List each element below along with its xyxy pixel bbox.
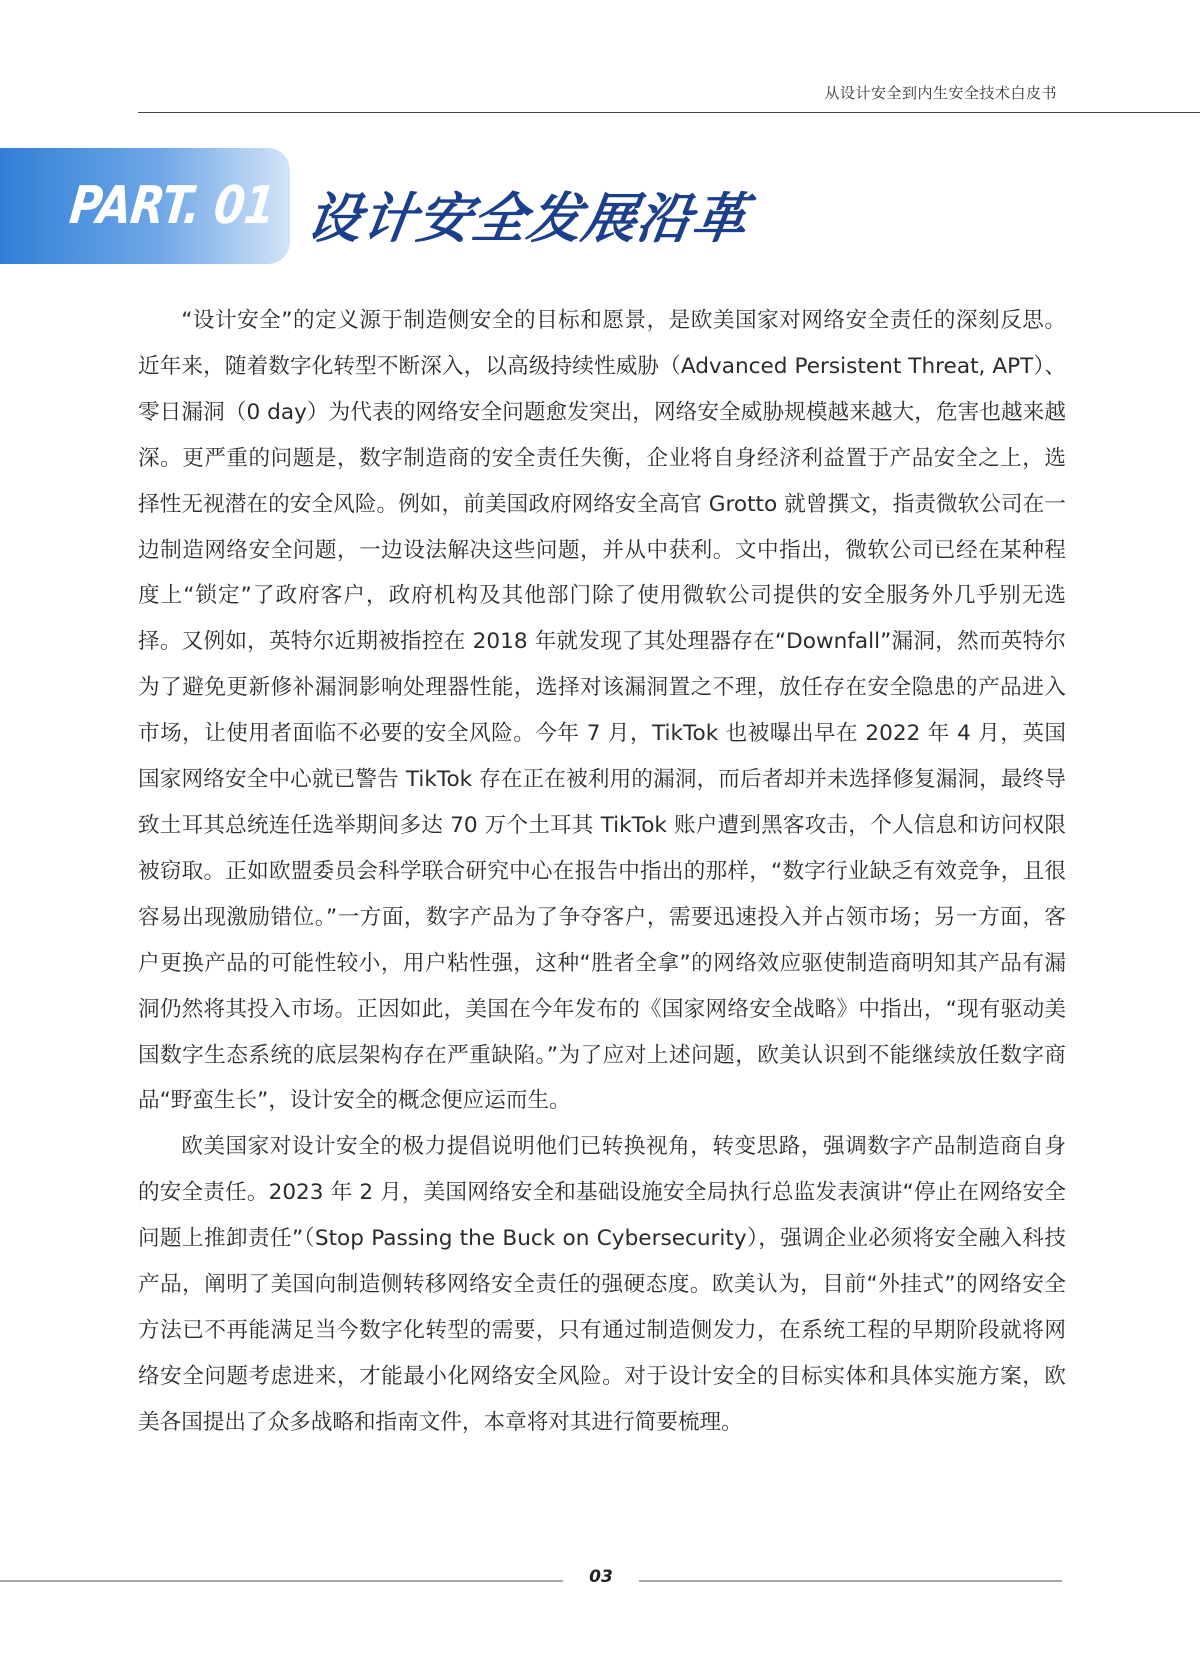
paragraph-2: 欧美国家对设计安全的极力提倡说明他们已转换视角，转变思路，强调数字产品制造商自身的安全责任。2023 年 2 月，美国网络安全和基础设施安全局执行总监发表演讲“停止在网络安全问题上推卸责任”（Stop Passing the Buck on Cybersecurity），强调企业必须将安全融入科技产品，阐明了美国向制造侧转移网络安全责任的强硬态度。欧美认为，目前“外挂式”的网络安全方法已不再能满足当今数字化转型的需要，只有通过制造侧发力，在系统工程的早期阶段就将网络安全问题考虑进来，才能最小化网络安全风险。对于设计安全的目标实体和具体实施方案，欧美各国提出了众多战略和指南文件，本章将对其进行简要梳理。 — [138, 1134, 1066, 1435]
body-text — [138, 298, 1066, 1446]
section-title: 设计安全发展沿革 — [303, 187, 752, 250]
paragraph-1: “设计安全”的定义源于制造侧安全的目标和愿景，是欧美国家对网络安全责任的深刻反思。近年来，随着数字化转型不断深入，以高级持续性威胁（Advanced Persistent Threat, APT）、零日漏洞（0 day）为代表的网络安全问题愈发突出，网络安全威胁规模越来越大，危害也越来越深。更严重的问题是，数字制造商的安全责任失衡，企业将自身经济利益置于产品安全之上，选择性无视潜在的安全风险。例如，前美国政府网络安全高官 Grotto 就曾撰文，指责微软公司在一边制造网络安全问题，一边设法解决这些问题，并从中获利。文中指出，微软公司已经在某种程度上“锁定”了政府客户，政府机构及其他部门除了使用微软公司提供的安全服务外几乎别无选择。又例如，英特尔近期被指控在 2018 年就发现了其处理器存在“Downfall”漏洞，然而英特尔为了避免更新修补漏洞影响处理器性能，选择对该漏洞置之不理，放任存在安全隐患的产品进入市场，让使用者面临不必要的安全风险。今年 7 月，TikTok 也被曝出早在 2022 年 4 月，英国国家网络安全中心就已警告 TikTok 存在正在被利用的漏洞，而后者却并未选择修复漏洞，最终导致土耳其总统连任选举期间多达 70 万个土耳其 TikTok 账户遭到黑客攻击，个人信息和访问权限被窃取。正如欧盟委员会科学联合研究中心在报告中指出的那样，“数字行业缺乏有效竞争，且很容易出现激励错位。”一方面，数字产品为了争夺客户，需要迅速投入并占领市场；另一方面，客户更换产品的可能性较小，用户粘性强，这种“胜者全拿”的网络效应驱使制造商明知其产品有漏洞仍然将其投入市场。正因如此，美国在今年发布的《国家网络安全战略》中指出，“现有驱动美国数字生态系统的底层架构存在严重缺陷。”为了应对上述问题，欧美认识到不能继续放任数字商品“野蛮生长”，设计安全的概念便应运而生。 — [138, 308, 1066, 1114]
document-title: 从设计安全到内生安全技术白皮书 — [824, 84, 1057, 102]
page-number: 03 — [589, 1567, 613, 1587]
footer-divider-left — [0, 1580, 563, 1582]
part-label: PART. 01 — [66, 176, 278, 236]
footer-divider-right — [639, 1580, 1062, 1582]
header-divider — [138, 112, 1200, 113]
